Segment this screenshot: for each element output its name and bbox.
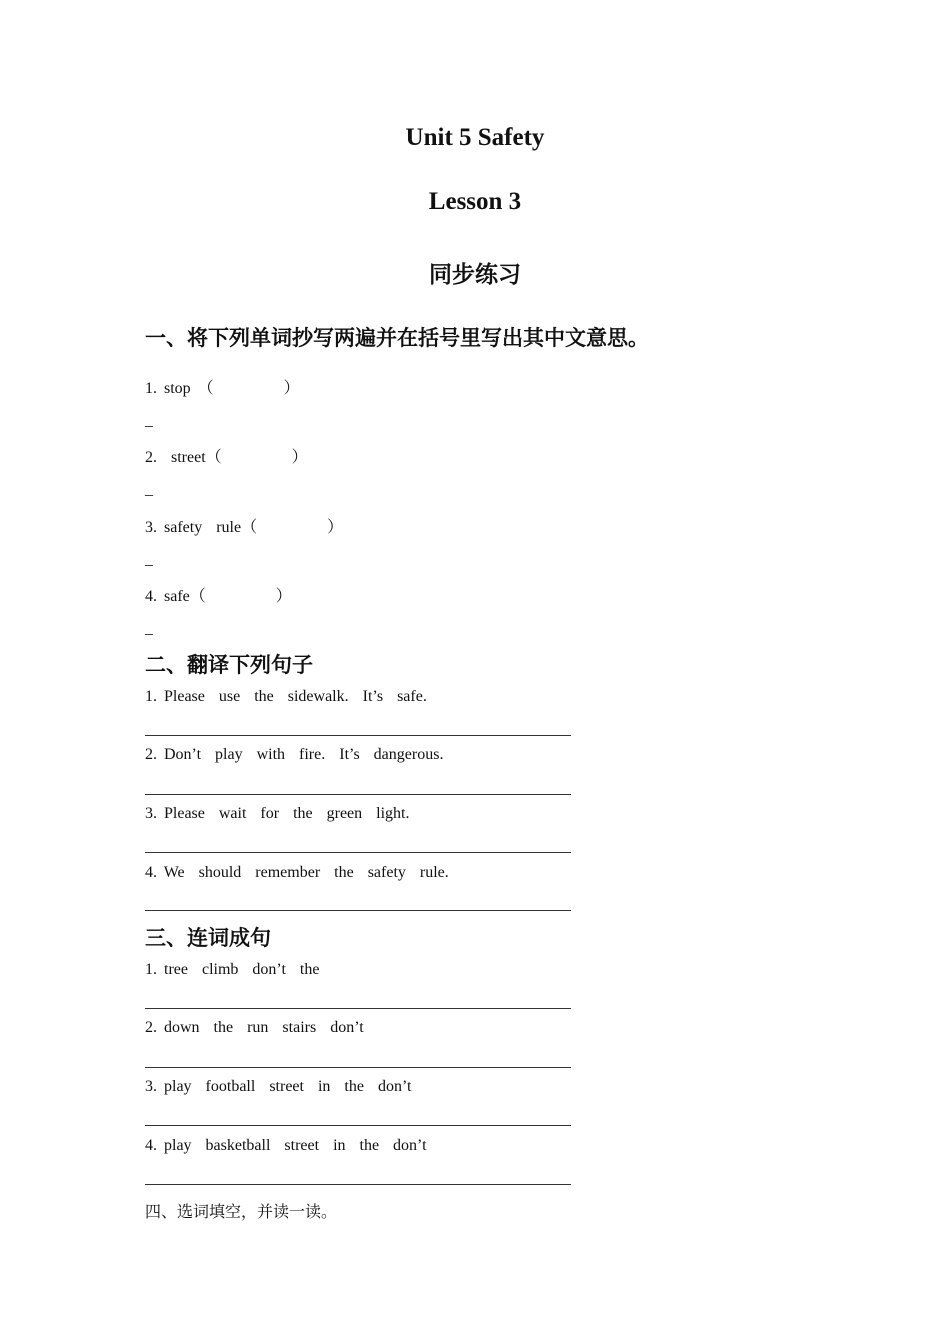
section1-item: 4. safe（ ） <box>145 588 292 605</box>
scrambled-words: 4. play basketball street in the don’t <box>145 1137 427 1154</box>
section1-item: 3. safety rule（ ） <box>145 519 344 536</box>
practice-title: 同步练习 <box>429 262 521 288</box>
answer-line <box>145 1184 571 1185</box>
copy-blank: _ <box>145 481 153 498</box>
copy-blank: _ <box>145 620 153 637</box>
scrambled-words: 1. tree climb don’t the <box>145 961 320 978</box>
scrambled-words: 2. down the run stairs don’t <box>145 1019 364 1036</box>
answer-line <box>145 1008 571 1009</box>
copy-blank: _ <box>145 412 153 429</box>
answer-line <box>145 735 571 736</box>
section1-item: 1. stop （ ） <box>145 380 300 397</box>
translate-sentence: 4. We should remember the safety rule. <box>145 864 449 881</box>
section1-heading: 一、将下列单词抄写两遍并在括号里写出其中文意思。 <box>145 326 649 350</box>
section1-item: 2. street（ ） <box>145 449 308 466</box>
translate-sentence: 3. Please wait for the green light. <box>145 805 410 822</box>
section3-heading: 三、连词成句 <box>145 926 271 950</box>
scrambled-words: 3. play football street in the don’t <box>145 1078 412 1095</box>
section2-heading: 二、翻译下列句子 <box>145 653 313 677</box>
answer-line <box>145 910 571 911</box>
answer-line <box>145 852 571 853</box>
copy-blank: _ <box>145 551 153 568</box>
section4-heading: 四、选词填空，并读一读。 <box>145 1202 338 1221</box>
answer-line <box>145 1067 571 1068</box>
lesson-title: Lesson 3 <box>428 188 522 215</box>
translate-sentence: 1. Please use the sidewalk. It’s safe. <box>145 688 427 705</box>
translate-sentence: 2. Don’t play with fire. It’s dangerous. <box>145 746 444 763</box>
answer-line <box>145 794 571 795</box>
unit-title: Unit 5 Safety <box>405 124 545 151</box>
answer-line <box>145 1125 571 1126</box>
